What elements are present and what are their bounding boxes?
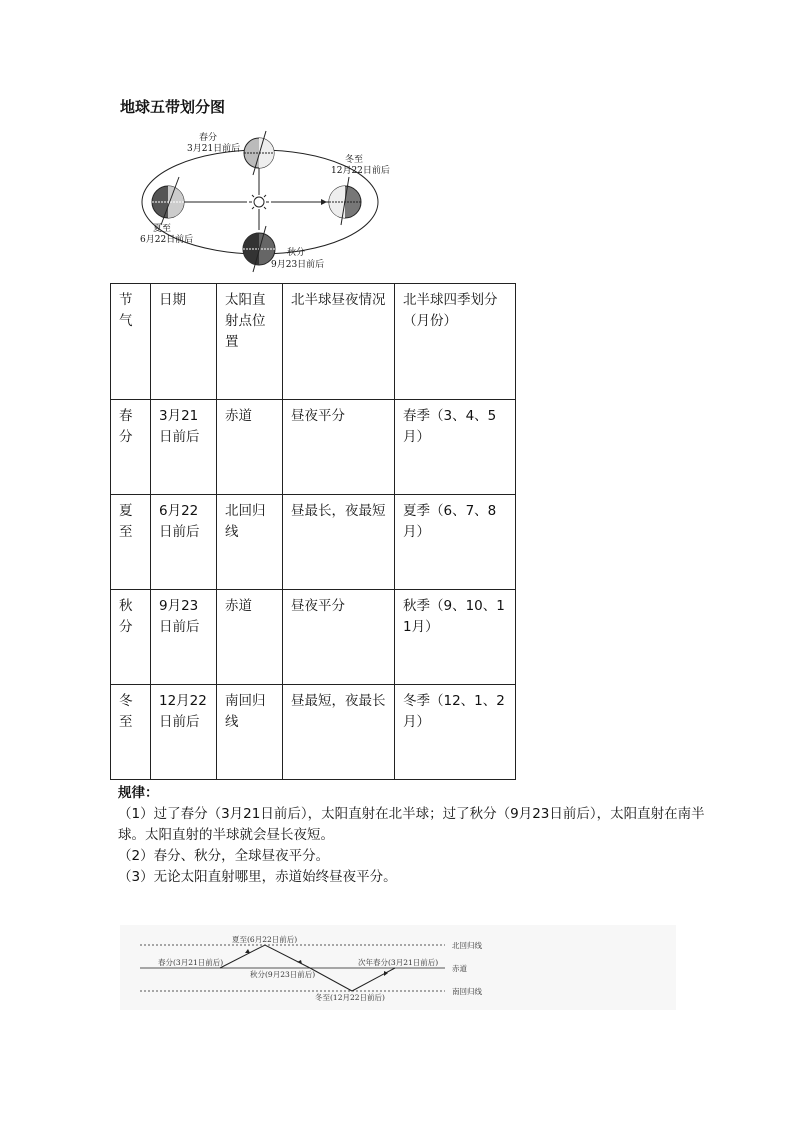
header-cell: 太阳直射点位置: [217, 284, 283, 400]
rule-item: （3）无论太阳直射哪里，赤道始终昼夜平分。: [118, 869, 397, 885]
rules-title: 规律：: [118, 785, 159, 801]
sun-icon: [249, 192, 269, 212]
rule-item: （2）春分、秋分，全球昼夜平分。: [118, 848, 330, 864]
table-cell: 北回归线: [217, 495, 283, 590]
rules-section: [118, 783, 718, 888]
table-row: [111, 495, 516, 590]
table-header-row: [111, 284, 516, 400]
earth-orbit-diagram: [135, 125, 395, 275]
table-cell: 秋分: [111, 590, 151, 685]
table-row: [111, 685, 516, 780]
table-row: [111, 590, 516, 685]
label-tropic-north: 北回归线: [452, 941, 482, 950]
table-cell: 9月23日前后: [151, 590, 217, 685]
label-summer: 夏至: [153, 224, 172, 234]
earth-spring-icon: [244, 131, 274, 175]
table-cell: 冬季（12、1、2月）: [395, 685, 516, 780]
header-cell: 日期: [151, 284, 217, 400]
label-spring: 春分: [199, 133, 218, 143]
table-cell: 3月21日前后: [151, 400, 217, 495]
rule-item: （1）过了春分（3月21日前后），太阳直射在北半球；过了秋分（9月23日前后），太阳直射在南半球。太阳直射的半球就会昼长夜短。: [118, 806, 705, 843]
label-next-spring: 次年春分(3月21日前后): [358, 958, 439, 967]
label-spring-equinox: 春分(3月21日前后): [158, 958, 224, 967]
table-cell: 春分: [111, 400, 151, 495]
table-cell: 冬至: [111, 685, 151, 780]
page-title: 地球五带划分图: [120, 98, 226, 116]
table-cell: 昼最长，夜最短: [283, 495, 395, 590]
label-summer-date: 6月22日前后: [140, 235, 194, 245]
label-autumn-equinox: 秋分(9月23日前后): [250, 970, 316, 979]
label-equator: 赤道: [452, 964, 467, 973]
header-cell: 节气: [111, 284, 151, 400]
label-autumn: 秋分: [287, 248, 306, 258]
table-cell: 昼夜平分: [283, 400, 395, 495]
table-cell: 6月22日前后: [151, 495, 217, 590]
table-cell: 昼最短，夜最长: [283, 685, 395, 780]
label-tropic-south: 南回归线: [452, 987, 482, 996]
earth-summer-icon: [152, 177, 184, 225]
table-cell: 南回归线: [217, 685, 283, 780]
earth-winter-icon: [329, 177, 361, 225]
table-cell: 夏至: [111, 495, 151, 590]
label-autumn-date: 9月23日前后: [271, 260, 325, 270]
label-winter: 冬至: [345, 155, 364, 165]
label-winter-solstice: 冬至(12月22日前后): [315, 993, 385, 1002]
table-cell: 昼夜平分: [283, 590, 395, 685]
table-cell: 赤道: [217, 590, 283, 685]
label-winter-date: 12月22日前后: [331, 166, 390, 176]
table-cell: 春季（3、4、5月）: [395, 400, 516, 495]
header-cell: 北半球四季划分（月份）: [395, 284, 516, 400]
table-cell: 12月22日前后: [151, 685, 217, 780]
label-summer-solstice: 夏至(6月22日前后): [232, 935, 298, 944]
table-row: [111, 400, 516, 495]
label-spring-date: 3月21日前后: [187, 144, 241, 154]
table-cell: 赤道: [217, 400, 283, 495]
solar-terms-table: [110, 283, 516, 780]
sun-path-diagram: [120, 925, 676, 1010]
table-cell: 夏季（6、7、8月）: [395, 495, 516, 590]
table-cell: 秋季（9、10、11月）: [395, 590, 516, 685]
header-cell: 北半球昼夜情况: [283, 284, 395, 400]
